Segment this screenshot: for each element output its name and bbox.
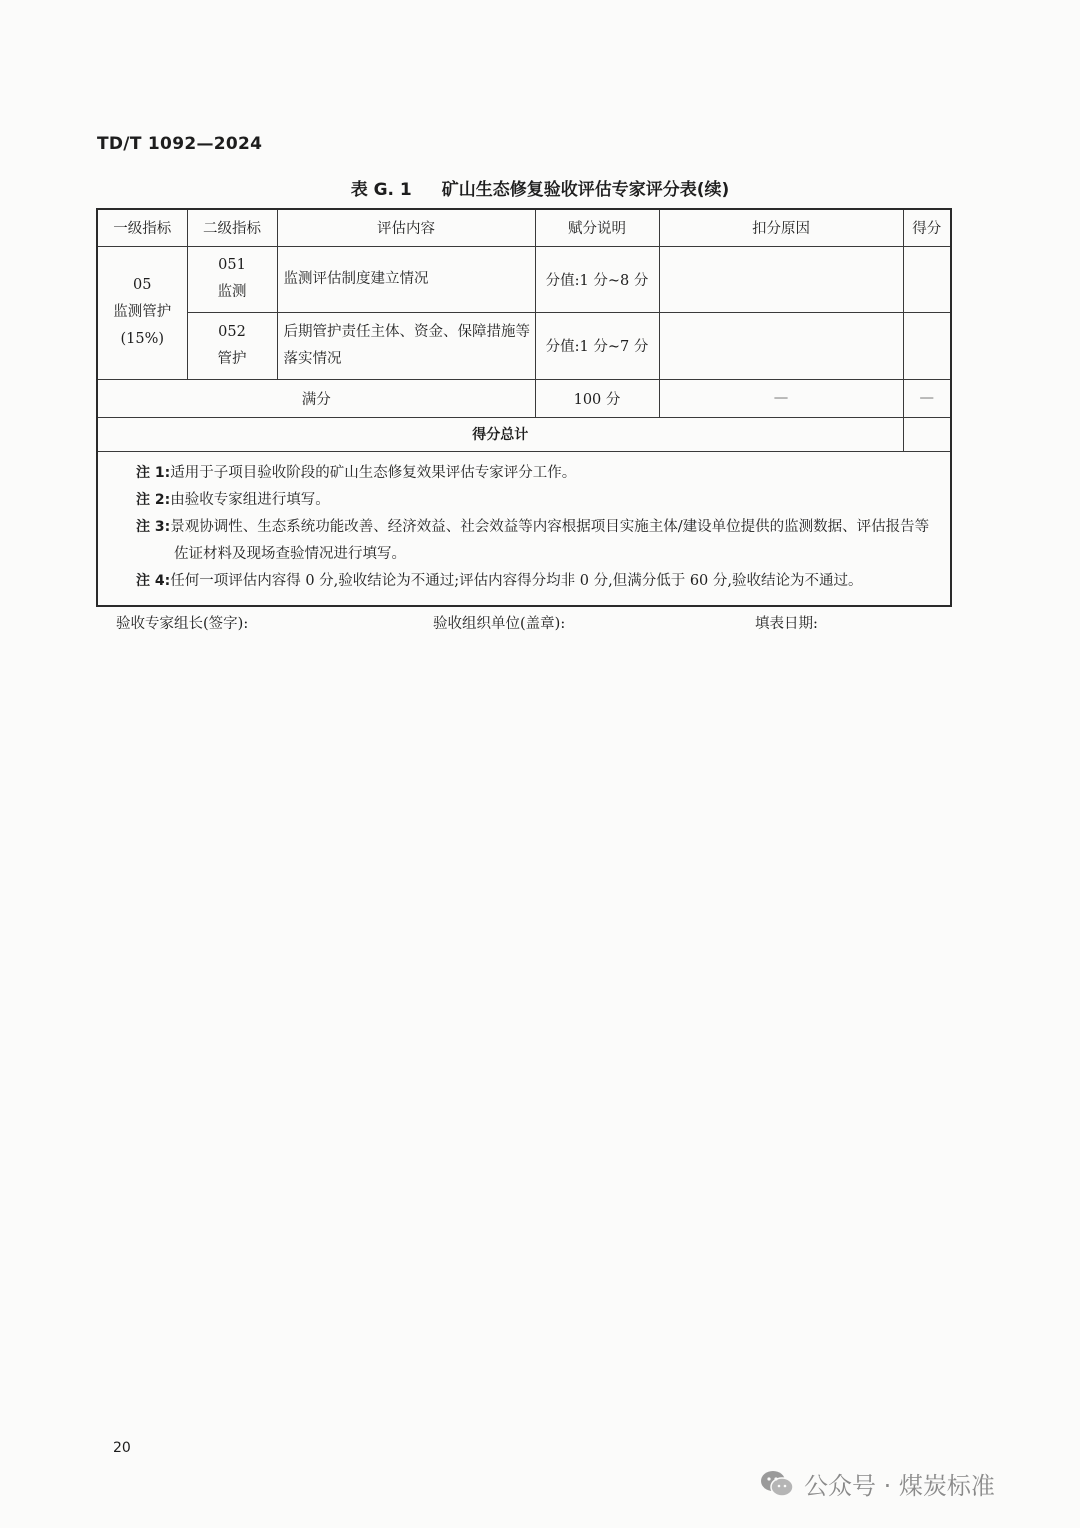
- score-cell[interactable]: [903, 246, 951, 312]
- header-content: 评估内容: [277, 209, 535, 246]
- content-cell: 监测评估制度建立情况: [277, 246, 535, 312]
- watermark: [760, 1466, 995, 1501]
- full-score-value: 100 分: [535, 379, 659, 417]
- content-cell: 后期管护责任主体、资金、保障措施等落实情况: [277, 312, 535, 379]
- level1-indicator-cell: [97, 246, 187, 379]
- note-label: 注 2:: [136, 491, 171, 508]
- watermark-text: 公众号 · 煤炭标准: [804, 1472, 995, 1500]
- note-label: 注 4:: [136, 572, 171, 589]
- table-header-row: [97, 209, 951, 246]
- full-score-row: [97, 379, 951, 417]
- deduction-reason-cell[interactable]: [659, 246, 903, 312]
- full-score-label: 满分: [97, 379, 535, 417]
- level1-weight: (15%): [120, 331, 165, 347]
- level1-name: 监测管护: [113, 304, 172, 320]
- level2-indicator-cell: [187, 312, 277, 379]
- standard-code: TD/T 1092—2024: [97, 134, 263, 154]
- full-score-reason: —: [659, 379, 903, 417]
- note-label: 注 3:: [136, 518, 171, 535]
- header-level2: 二级指标: [187, 209, 277, 246]
- level2-name: 监测: [217, 284, 247, 300]
- level2-name: 管护: [217, 350, 247, 367]
- header-score: 得分: [903, 209, 951, 246]
- total-score-value[interactable]: [903, 417, 951, 451]
- organizer-seal[interactable]: 验收组织单位(盖章):: [433, 616, 566, 632]
- table-title-text: 矿山生态修复验收评估专家评分表(续): [441, 180, 730, 200]
- header-deduction-reason: 扣分原因: [659, 209, 903, 246]
- note-text: 适用于子项目验收阶段的矿山生态修复效果评估专家评分工作。: [170, 464, 577, 481]
- notes-row: [97, 451, 951, 606]
- note-text: 由验收专家组进行填写。: [170, 491, 330, 508]
- scoring-table: [96, 208, 952, 607]
- note-label: 注 1:: [136, 464, 171, 481]
- table-title: [0, 175, 1080, 200]
- note-3: [136, 514, 942, 568]
- table-row: [97, 246, 951, 312]
- scoring-cell: 分值:1 分~7 分: [535, 312, 659, 379]
- table-label: 表 G. 1: [350, 180, 412, 200]
- note-text: 任何一项评估内容得 0 分,验收结论为不通过;评估内容得分均非 0 分,但满分低于 60 分,验收结论为不通过。: [170, 572, 863, 589]
- deduction-reason-cell[interactable]: [659, 312, 903, 379]
- level1-code: 05: [133, 277, 152, 293]
- note-4: [136, 568, 942, 595]
- level2-indicator-cell: [187, 246, 277, 312]
- fill-date[interactable]: 填表日期:: [755, 616, 818, 632]
- page-number: 20: [113, 1440, 131, 1456]
- full-score-score: —: [903, 379, 951, 417]
- notes-cell: [97, 451, 951, 606]
- level2-code: 052: [218, 323, 246, 340]
- level2-code: 051: [218, 257, 246, 273]
- total-score-label: 得分总计: [97, 417, 903, 451]
- header-level1: 一级指标: [97, 209, 187, 246]
- header-scoring: 赋分说明: [535, 209, 659, 246]
- note-1: [136, 460, 942, 487]
- score-cell[interactable]: [903, 312, 951, 379]
- note-text: 景观协调性、生态系统功能改善、经济效益、社会效益等内容根据项目实施主体/建设单位提供的监测数据、评估报告等佐证材料及现场查验情况进行填写。: [170, 518, 930, 562]
- total-score-row: [97, 417, 951, 451]
- table-row: [97, 312, 951, 379]
- wechat-icon: [760, 1469, 794, 1499]
- expert-leader-signature[interactable]: 验收专家组长(签字):: [116, 616, 249, 632]
- scoring-cell: 分值:1 分~8 分: [535, 246, 659, 312]
- note-2: [136, 487, 942, 514]
